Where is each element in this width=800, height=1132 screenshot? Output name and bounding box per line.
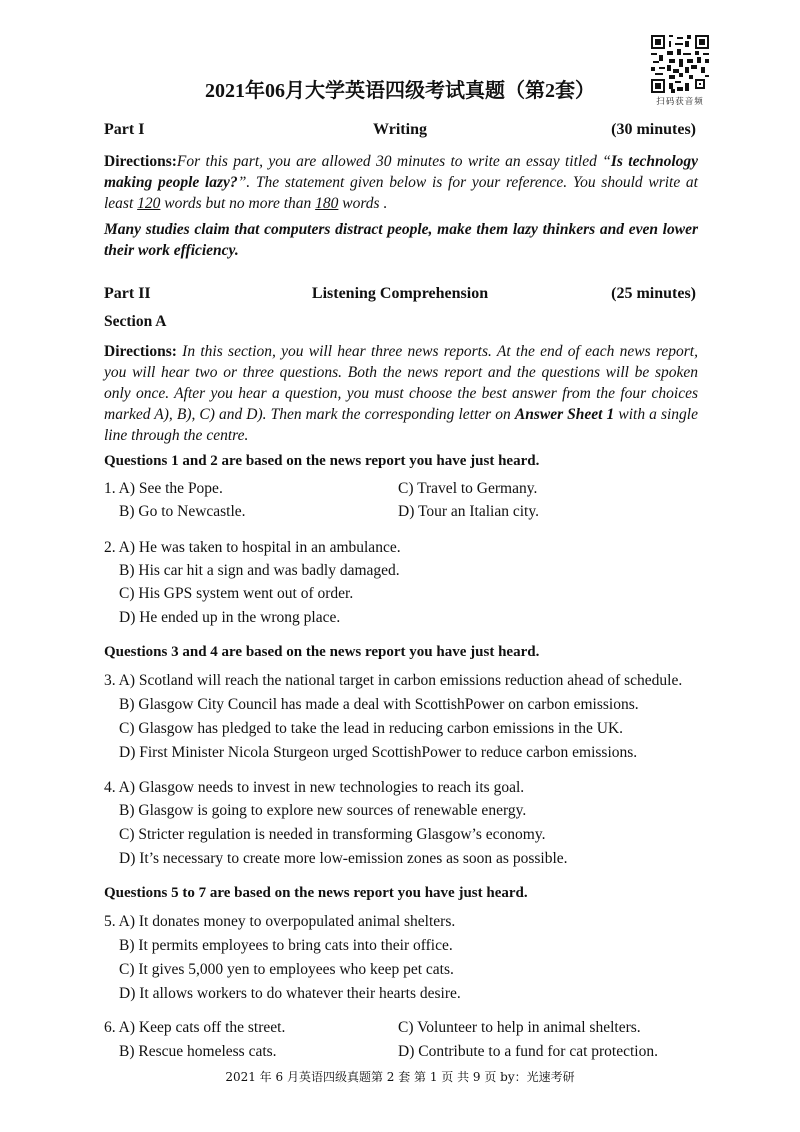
part2-directions [104,341,698,446]
q1-option-d[interactable]: D) Tour an Italian city. [398,503,539,520]
directions-text: ”. The statement given below is for your reference. You should write at least [104,174,698,212]
question-group-heading: Questions 3 and 4 are based on the news report you have just heard. [104,644,540,660]
directions-text: with a single line through the centre. [104,406,698,444]
page-footer: 2021 年 6 月英语四级真题第 2 套 第 1 页 共 9 页 by：光速考研 [225,1070,575,1084]
q2-option-b[interactable]: B) His car hit a sign and was badly damaged. [119,562,400,579]
directions-text: words . [338,195,388,212]
q4-option-c[interactable]: C) Stricter regulation is needed in transforming Glasgow’s economy. [119,826,546,843]
part2-name: Listening Comprehension [311,285,489,302]
directions-text: words but no more than [160,195,316,212]
q2-option-d[interactable]: D) He ended up in the wrong place. [119,609,341,626]
directions-text: In this section, you will hear three news reports. At the end of each news report, you will hear two or three questions. Both the news report and the questions will be spoken only once. After you hear a question, you must choose the best answer from the four choices marked A), B), C) and D). Then mark the corresponding letter on [104,343,698,423]
page-title: 2021年06月大学英语四级考试真题（第2套） [205,80,595,102]
q3-option-b[interactable]: B) Glasgow City Council has made a deal with ScottishPower on carbon emissions. [119,696,639,713]
q5-option-a[interactable]: 5. A) It donates money to overpopulated animal shelters. [104,913,456,930]
part1-name: Writing [373,121,427,138]
part2-header [104,285,696,307]
essay-statement [104,219,698,261]
q4-option-a[interactable]: 4. A) Glasgow needs to invest in new technologies to reach its goal. [104,779,525,796]
q1-option-c[interactable]: C) Travel to Germany. [398,480,538,497]
directions-text: For this part, you are allowed 30 minutes to write an essay titled “ [176,153,611,170]
part1-directions [104,151,698,214]
essay-title: Is technology making people lazy? [104,153,699,191]
q6-option-b[interactable]: B) Rescue homeless cats. [119,1043,277,1060]
directions-label: Directions: [104,343,177,360]
directions-label: Directions: [104,153,177,170]
part2-time: (25 minutes) [611,285,696,302]
q4-option-b[interactable]: B) Glasgow is going to explore new sources of renewable energy. [119,802,527,819]
q6-option-d[interactable]: D) Contribute to a fund for cat protection. [398,1043,658,1060]
q1-option-a[interactable]: 1. A) See the Pope. [104,480,223,497]
q3-option-d[interactable]: D) First Minister Nicola Sturgeon urged ScottishPower to reduce carbon emissions. [119,744,638,761]
part1-label: Part I [104,121,145,138]
q5-option-d[interactable]: D) It allows workers to do whatever their hearts desire. [119,985,461,1002]
q2-option-c[interactable]: C) His GPS system went out of order. [119,585,354,602]
qr-caption: 扫码获音频 [656,97,704,107]
q5-option-c[interactable]: C) It gives 5,000 yen to employees who keep pet cats. [119,961,454,978]
q3-option-c[interactable]: C) Glasgow has pledged to take the lead in reducing carbon emissions in the UK. [119,720,624,737]
statement-text: Many studies claim that computers distract people, make them lazy thinkers and even lower their work efficiency. [104,221,698,259]
q3-option-a[interactable]: 3. A) Scotland will reach the national target in carbon emissions reduction ahead of schedule. [104,672,683,689]
q4-option-d[interactable]: D) It’s necessary to create more low-emission zones as soon as possible. [119,850,568,867]
part2-label: Part II [104,285,151,302]
part1-time: (30 minutes) [611,121,696,138]
question-group-heading: Questions 5 to 7 are based on the news report you have just heard. [104,885,528,901]
section-a-heading: Section A [104,313,167,330]
question-group-heading: Questions 1 and 2 are based on the news report you have just heard. [104,453,540,469]
q1-option-b[interactable]: B) Go to Newcastle. [119,503,246,520]
q2-option-a[interactable]: 2. A) He was taken to hospital in an ambulance. [104,539,401,556]
answer-sheet: Answer Sheet 1 [514,406,615,423]
q5-option-b[interactable]: B) It permits employees to bring cats into their office. [119,937,453,954]
q6-option-a[interactable]: 6. A) Keep cats off the street. [104,1019,286,1036]
part1-header [104,121,696,143]
max-words: 180 [315,195,339,212]
min-words: 120 [137,195,161,212]
q6-option-c[interactable]: C) Volunteer to help in animal shelters. [398,1019,641,1036]
